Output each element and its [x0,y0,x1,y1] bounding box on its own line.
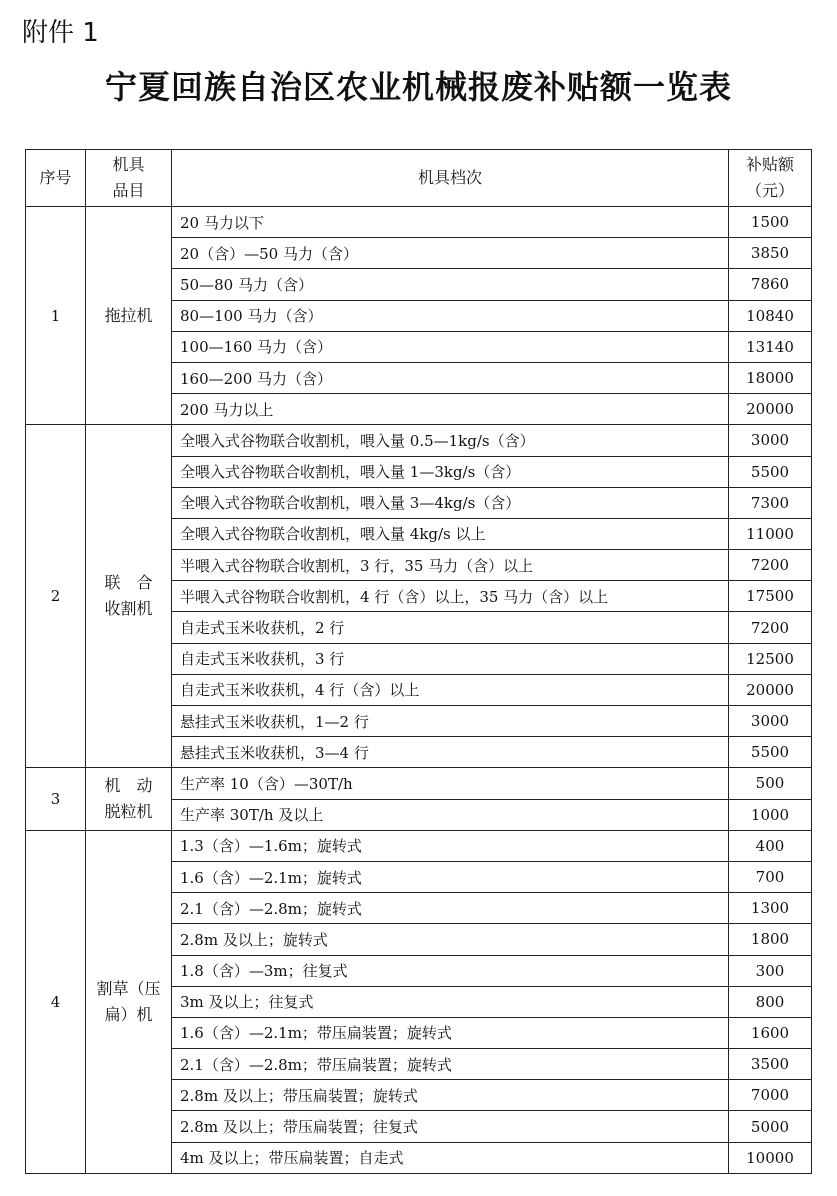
amount-cell: 7860 [729,269,812,300]
spec-cell: 4m 及以上；带压扁装置；自走式 [172,1142,729,1173]
group-index: 2 [26,425,86,768]
group-index: 4 [26,830,86,1173]
amount-cell: 11000 [729,518,812,549]
group-category [86,207,172,425]
spec-cell: 半喂入式谷物联合收割机，4 行（含）以上，35 马力（含）以上 [172,581,729,612]
amount-cell: 13140 [729,331,812,362]
header-amount: 补贴额 （元） [729,150,812,207]
spec-cell: 1.3（含）—1.6m；旋转式 [172,830,729,861]
spec-cell: 2.8m 及以上；带压扁装置；往复式 [172,1111,729,1142]
category-line: 收割机 [104,599,153,619]
amount-cell: 400 [729,830,812,861]
amount-cell: 1000 [729,799,812,830]
amount-cell: 7200 [729,550,812,581]
document-title: 宁夏回族自治区农业机械报废补贴额一览表 [104,68,732,106]
spec-cell: 生产率 10（含）—30T/h [172,768,729,799]
spec-cell: 1.8（含）—3m；往复式 [172,955,729,986]
amount-cell: 1300 [729,893,812,924]
table-header-row [26,150,812,207]
spec-cell: 1.6（含）—2.1m；旋转式 [172,861,729,892]
spec-cell: 自走式玉米收获机，4 行（含）以上 [172,674,729,705]
header-spec: 机具档次 [172,150,729,207]
spec-cell: 全喂入式谷物联合收割机，喂入量 3—4kg/s（含） [172,487,729,518]
amount-cell: 7200 [729,612,812,643]
spec-cell: 2.8m 及以上；旋转式 [172,924,729,955]
spec-cell: 1.6（含）—2.1m；带压扁装置；旋转式 [172,1017,729,1048]
spec-cell: 2.1（含）—2.8m；旋转式 [172,893,729,924]
spec-cell: 自走式玉米收获机，2 行 [172,612,729,643]
spec-cell: 3m 及以上；往复式 [172,986,729,1017]
category-line: 机 动 [104,776,153,796]
amount-cell: 7300 [729,487,812,518]
spec-cell: 半喂入式谷物联合收割机，3 行，35 马力（含）以上 [172,550,729,581]
amount-cell: 300 [729,955,812,986]
spec-cell: 2.1（含）—2.8m；带压扁装置；旋转式 [172,1049,729,1080]
group-category [86,830,172,1173]
amount-cell: 17500 [729,581,812,612]
amount-cell: 3000 [729,706,812,737]
amount-cell: 12500 [729,643,812,674]
group-category [86,768,172,830]
amount-cell: 1500 [729,207,812,238]
table-body [26,207,812,1174]
amount-cell: 7000 [729,1080,812,1111]
header-index: 序号 [26,150,86,207]
category-line: 割草（压 [96,978,161,998]
spec-cell: 50—80 马力（含） [172,269,729,300]
spec-cell: 80—100 马力（含） [172,300,729,331]
spec-cell: 悬挂式玉米收获机，3—4 行 [172,737,729,768]
amount-cell: 20000 [729,394,812,425]
spec-cell: 自走式玉米收获机，3 行 [172,643,729,674]
table-row [26,830,812,861]
spec-cell: 全喂入式谷物联合收割机，喂入量 0.5—1kg/s（含） [172,425,729,456]
table-row [26,207,812,238]
spec-cell: 20（含）—50 马力（含） [172,238,729,269]
spec-cell: 全喂入式谷物联合收割机，喂入量 1—3kg/s（含） [172,456,729,487]
group-index: 1 [26,207,86,425]
group-category [86,425,172,768]
amount-cell: 5500 [729,737,812,768]
amount-cell: 1800 [729,924,812,955]
category-line: 扁）机 [104,1004,153,1024]
spec-cell: 100—160 马力（含） [172,331,729,362]
amount-cell: 700 [729,861,812,892]
amount-cell: 18000 [729,362,812,393]
spec-cell: 160—200 马力（含） [172,362,729,393]
spec-cell: 悬挂式玉米收获机，1—2 行 [172,706,729,737]
amount-cell: 3850 [729,238,812,269]
table-row [26,425,812,456]
subsidy-table [25,149,812,1174]
amount-cell: 10840 [729,300,812,331]
amount-cell: 5500 [729,456,812,487]
spec-cell: 200 马力以上 [172,394,729,425]
attachment-label: 附件 1 [22,18,99,48]
spec-cell: 生产率 30T/h 及以上 [172,799,729,830]
category-line: 脱粒机 [104,802,153,822]
amount-cell: 500 [729,768,812,799]
table-row [26,768,812,799]
amount-cell: 1600 [729,1017,812,1048]
spec-cell: 2.8m 及以上；带压扁装置；旋转式 [172,1080,729,1111]
amount-cell: 10000 [729,1142,812,1173]
header-category: 机具 品目 [86,150,172,207]
category-line: 联 合 [104,573,153,593]
amount-cell: 800 [729,986,812,1017]
amount-cell: 5000 [729,1111,812,1142]
amount-cell: 20000 [729,674,812,705]
spec-cell: 20 马力以下 [172,207,729,238]
amount-cell: 3500 [729,1049,812,1080]
amount-cell: 3000 [729,425,812,456]
spec-cell: 全喂入式谷物联合收割机，喂入量 4kg/s 以上 [172,518,729,549]
group-index: 3 [26,768,86,830]
category-line: 拖拉机 [104,305,153,325]
